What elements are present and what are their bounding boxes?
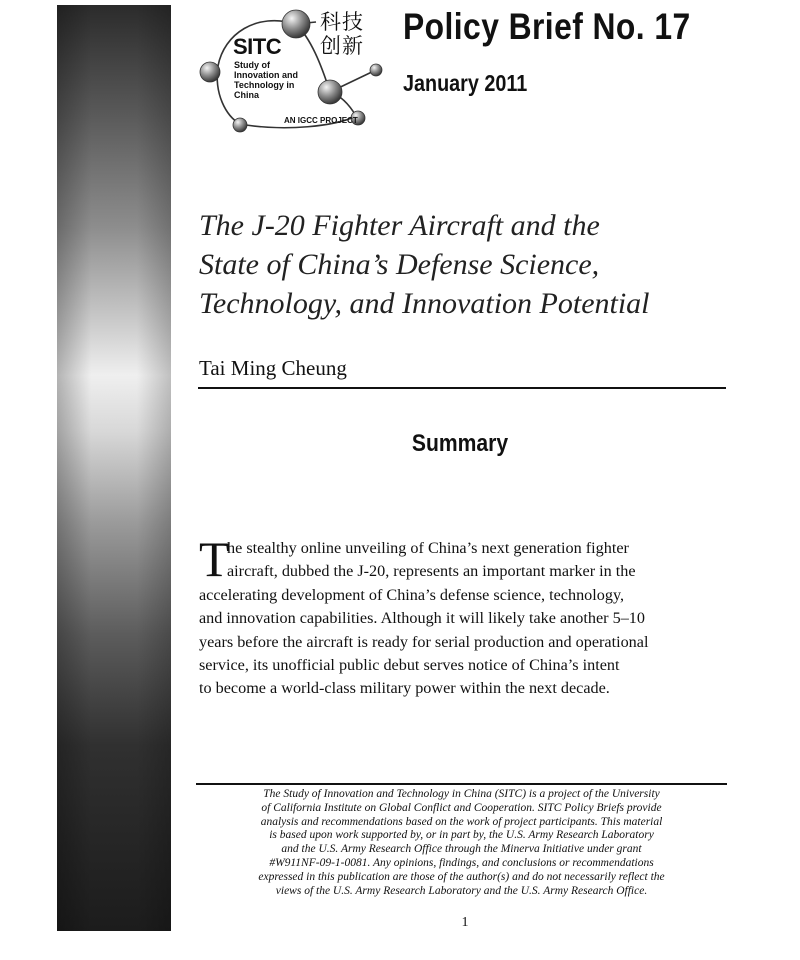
- page-number: 1: [461, 915, 469, 930]
- logo-subtitle-line: Technology in: [234, 80, 295, 90]
- drop-cap: T: [199, 531, 230, 587]
- summary-line: aircraft, dubbed the J-20, represents an important marker in the: [227, 562, 636, 581]
- logo-chinese-line: 创新: [320, 34, 364, 58]
- footnote: [196, 788, 727, 898]
- logo-acronym: SITC: [233, 34, 282, 59]
- author-name: Tai Ming Cheung: [199, 356, 347, 380]
- summary-line: service, its unofficial public debut serves notice of China’s intent: [199, 656, 620, 675]
- decorative-side-bar: [57, 5, 171, 931]
- summary-line: he stealthy online unveiling of China’s next generation fighter: [227, 539, 629, 557]
- summary-line: to become a world-class military power within the next decade.: [199, 679, 610, 698]
- logo-chinese-text: [320, 10, 380, 58]
- title-line: State of China’s Defense Science,: [199, 248, 600, 281]
- footnote-line: views of the U.S. Army Research Laboratory and the U.S. Army Research Office.: [275, 884, 648, 897]
- summary-line: accelerating development of China’s defense science, technology,: [199, 585, 625, 604]
- summary-line: years before the aircraft is ready for serial production and operational: [199, 632, 649, 651]
- logo-project-label: AN IGCC PROJECT: [284, 116, 358, 125]
- footnote-line: expressed in this publication are those of the author(s) and do not necessarily reflect the: [258, 870, 665, 883]
- footnote-line: is based upon work supported by, or in part by, the U.S. Army Research Laboratory: [269, 829, 654, 842]
- summary-heading: Summary: [411, 430, 509, 457]
- logo-subtitle: [234, 60, 314, 100]
- summary-body: [199, 531, 719, 701]
- logo-subtitle-line: Study of: [234, 60, 270, 70]
- title-line: Technology, and Innovation Potential: [199, 287, 650, 320]
- policy-brief-date: January 2011: [403, 70, 528, 96]
- footnote-line: #W911NF-09-1-0081. Any opinions, findings, and conclusions or recommendations: [269, 856, 654, 869]
- author-divider: [198, 387, 726, 389]
- logo-subtitle-line: Innovation and: [234, 70, 298, 80]
- policy-brief-number: Policy Brief No. 17: [403, 6, 691, 47]
- sitc-logo: [196, 4, 396, 134]
- document-title: [199, 206, 719, 323]
- summary-line: and innovation capabilities. Although it will likely take another 5–10: [199, 609, 645, 628]
- footnote-line: The Study of Innovation and Technology in China (SITC) is a project of the University: [263, 788, 660, 800]
- logo-chinese-line: 科技: [320, 10, 364, 34]
- footnote-line: of California Institute on Global Conflict and Cooperation. SITC Policy Briefs provide: [261, 801, 662, 814]
- footnote-divider: [196, 783, 727, 785]
- footnote-line: and the U.S. Army Research Office through the Minerva Initiative under grant: [281, 843, 642, 856]
- title-line: The J-20 Fighter Aircraft and the: [199, 209, 600, 242]
- logo-subtitle-line: China: [234, 90, 260, 100]
- footnote-line: analysis and recommendations based on the work of project participants. This material: [260, 815, 663, 828]
